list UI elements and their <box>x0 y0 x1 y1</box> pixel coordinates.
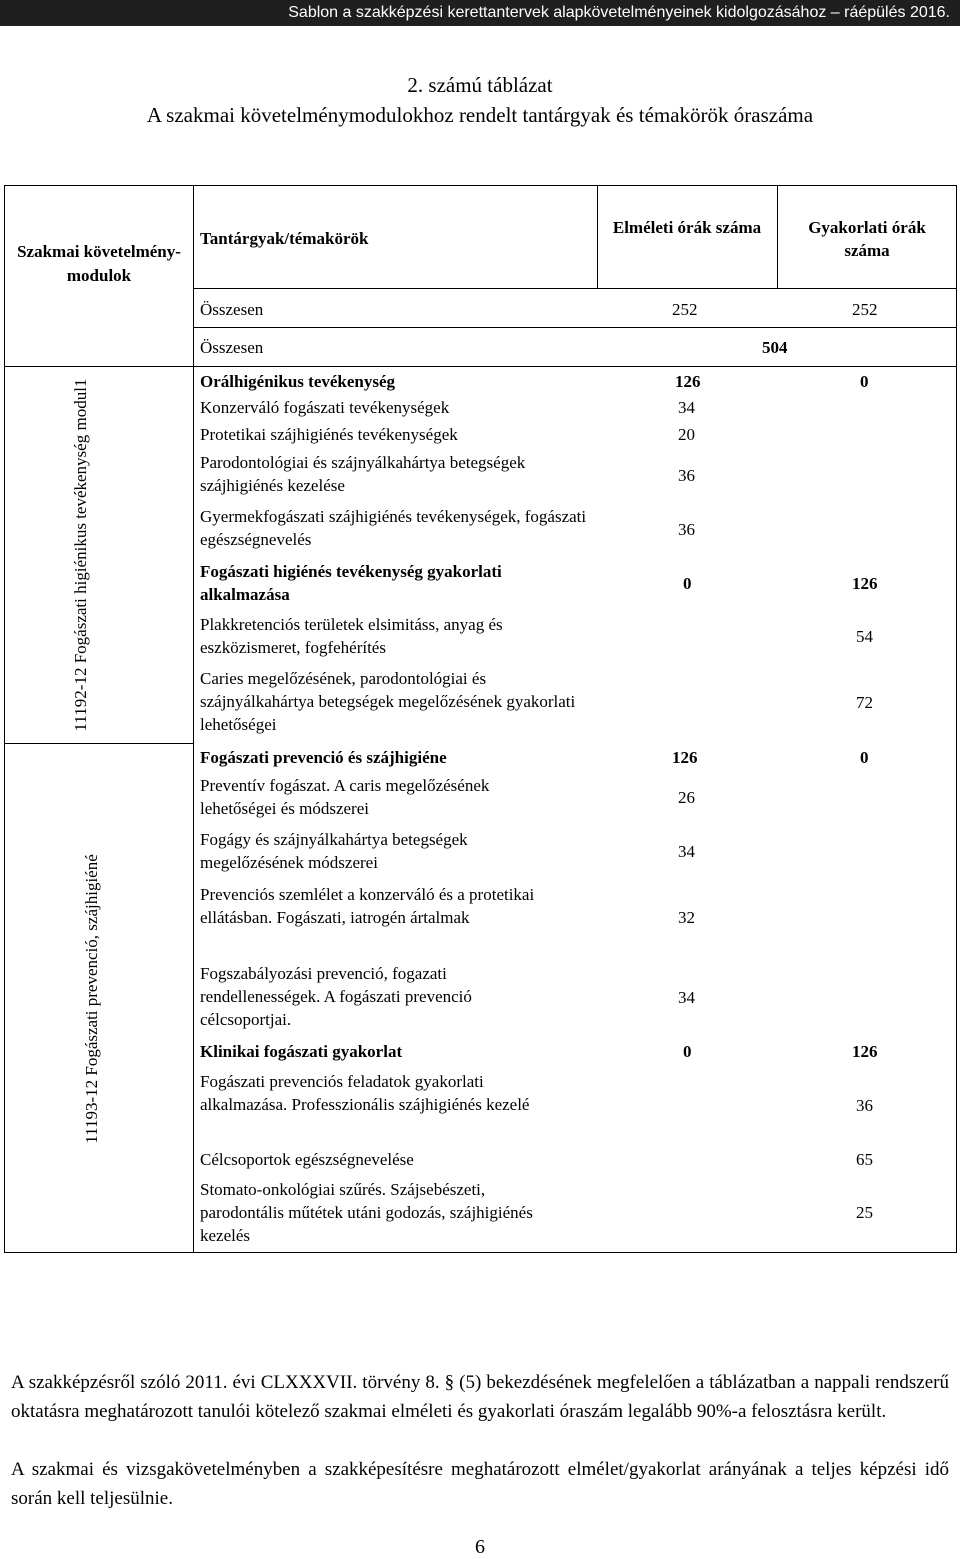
row-theory: 126 <box>675 372 701 391</box>
row-practice: 25 <box>856 1203 873 1222</box>
row-theory: 0 <box>683 574 692 593</box>
subjects-column-header: Tantárgyak/témakörök <box>200 229 369 248</box>
body-total-divider <box>193 366 957 367</box>
row-subject: Fogászati prevenció és szájhigiéne <box>200 748 447 767</box>
row-theory: 26 <box>678 788 695 807</box>
table-caption: A szakmai követelménymodulokhoz rendelt tantárgyak és témakörök óraszáma <box>146 103 814 127</box>
theory-column-header: Elméleti órák száma <box>612 218 762 237</box>
row-theory: 34 <box>678 398 695 417</box>
row-practice: 126 <box>852 1042 878 1061</box>
row-subject: Plakkretenciós területek elsimitáss, anyag és eszközismeret, fogfehérítés <box>200 615 503 657</box>
row-theory: 20 <box>678 425 695 444</box>
ratio-paragraph: A szakmai és vizsgakövetelményben a szakképesítésre meghatározott elmélet/gyakorlat arányának a teljes képzési idő során kell teljesülnie. <box>11 1459 949 1509</box>
row-theory: 0 <box>683 1042 692 1061</box>
modules-column-header: Szakmai követelmény-modulok <box>17 242 181 285</box>
row-subject: Caries megelőzésének, parodontológiai és szájnyálkahártya betegségek megelőzésének gyakorlati lehetőségei <box>200 669 576 734</box>
module-label-11192: 11192-12 Fogászati higiénikus tevékenység modul1 <box>71 378 90 732</box>
grand-total-value: 504 <box>762 338 788 357</box>
table-number-title: 2. számú táblázat <box>407 73 553 97</box>
row-subject: Fogágy és szájnyálkahártya betegségek megelőzésének módszerei <box>200 830 468 872</box>
grand-total-label: Összesen <box>200 338 264 357</box>
row-subject: Preventív fogászat. A caris megelőzésének lehetőségei és módszerei <box>200 776 490 818</box>
header-row-divider <box>193 288 957 289</box>
row-practice: 72 <box>856 693 873 712</box>
row-subject: Fogászati prevenciós feladatok gyakorlati alkalmazása. Professzionális szájhigiénés kezelé <box>200 1072 530 1114</box>
running-header: Sablon a szakképzési kerettantervek alapkövetelményeinek kidolgozásához – ráépülés 2016. <box>0 0 960 26</box>
row-theory: 36 <box>678 520 695 539</box>
header-divider-2 <box>777 185 778 288</box>
row-theory: 34 <box>678 988 695 1007</box>
row-subject: Klinikai fogászati gyakorlat <box>200 1042 403 1061</box>
module-label-11193: 11193-12 Fogászati prevenció, szájhigiéné <box>82 854 101 1144</box>
row-theory: 32 <box>678 908 695 927</box>
total-practice: 252 <box>852 300 878 319</box>
row-practice: 65 <box>856 1150 873 1169</box>
row-theory: 126 <box>672 748 698 767</box>
row-subject: Fogszabályozási prevenció, fogazati rendellenességek. A fogászati prevenció célcsoportjai. <box>200 964 472 1029</box>
row-practice: 54 <box>856 627 873 646</box>
row-subject: Orálhigénikus tevékenység <box>200 372 396 391</box>
row-practice: 126 <box>852 574 878 593</box>
total-label: Összesen <box>200 300 264 319</box>
total-theory: 252 <box>672 300 698 319</box>
row-practice: 0 <box>860 748 869 767</box>
row-subject: Célcsoportok egészségnevelése <box>200 1150 414 1169</box>
row-subject: Parodontológiai és szájnyálkahártya betegségek szájhigiénés kezelése <box>200 453 526 495</box>
row-subject: Prevenciós szemlélet a konzerváló és a protetikai ellátásban. Fogászati, iatrogén ártalmak <box>200 885 535 927</box>
header-divider-1 <box>597 185 598 288</box>
row-subject: Konzerváló fogászati tevékenységek <box>200 398 450 417</box>
row-subject: Stomato-onkológiai szűrés. Szájsebészeti, parodontális műtétek utáni godozás, szájhigiénés kezelés <box>200 1180 533 1245</box>
row-subject: Protetikai szájhigiénés tevékenységek <box>200 425 458 444</box>
law-reference-paragraph: A szakképzésről szóló 2011. évi CLXXXVII. törvény 8. § (5) bekezdésének megfelelően a táblázatban a nappali rendszerű oktatásra meghatározott tanulói kötelező szakmai elméleti és gyakorlati óraszám legalább 90%-a felosztásra került. <box>11 1372 949 1422</box>
practice-column-header: Gyakorlati órák száma <box>808 218 926 260</box>
row-subject: Gyermekfogászati szájhigiénés tevékenységek, fogászati egészségnevelés <box>200 507 587 549</box>
page-number: 6 <box>475 1536 485 1558</box>
row-practice: 0 <box>860 372 869 391</box>
row-theory: 34 <box>678 842 695 861</box>
row-theory: 36 <box>678 466 695 485</box>
row-subject: Fogászati higiénés tevékenység gyakorlati alkalmazása <box>200 562 502 604</box>
row-practice: 36 <box>856 1096 873 1115</box>
